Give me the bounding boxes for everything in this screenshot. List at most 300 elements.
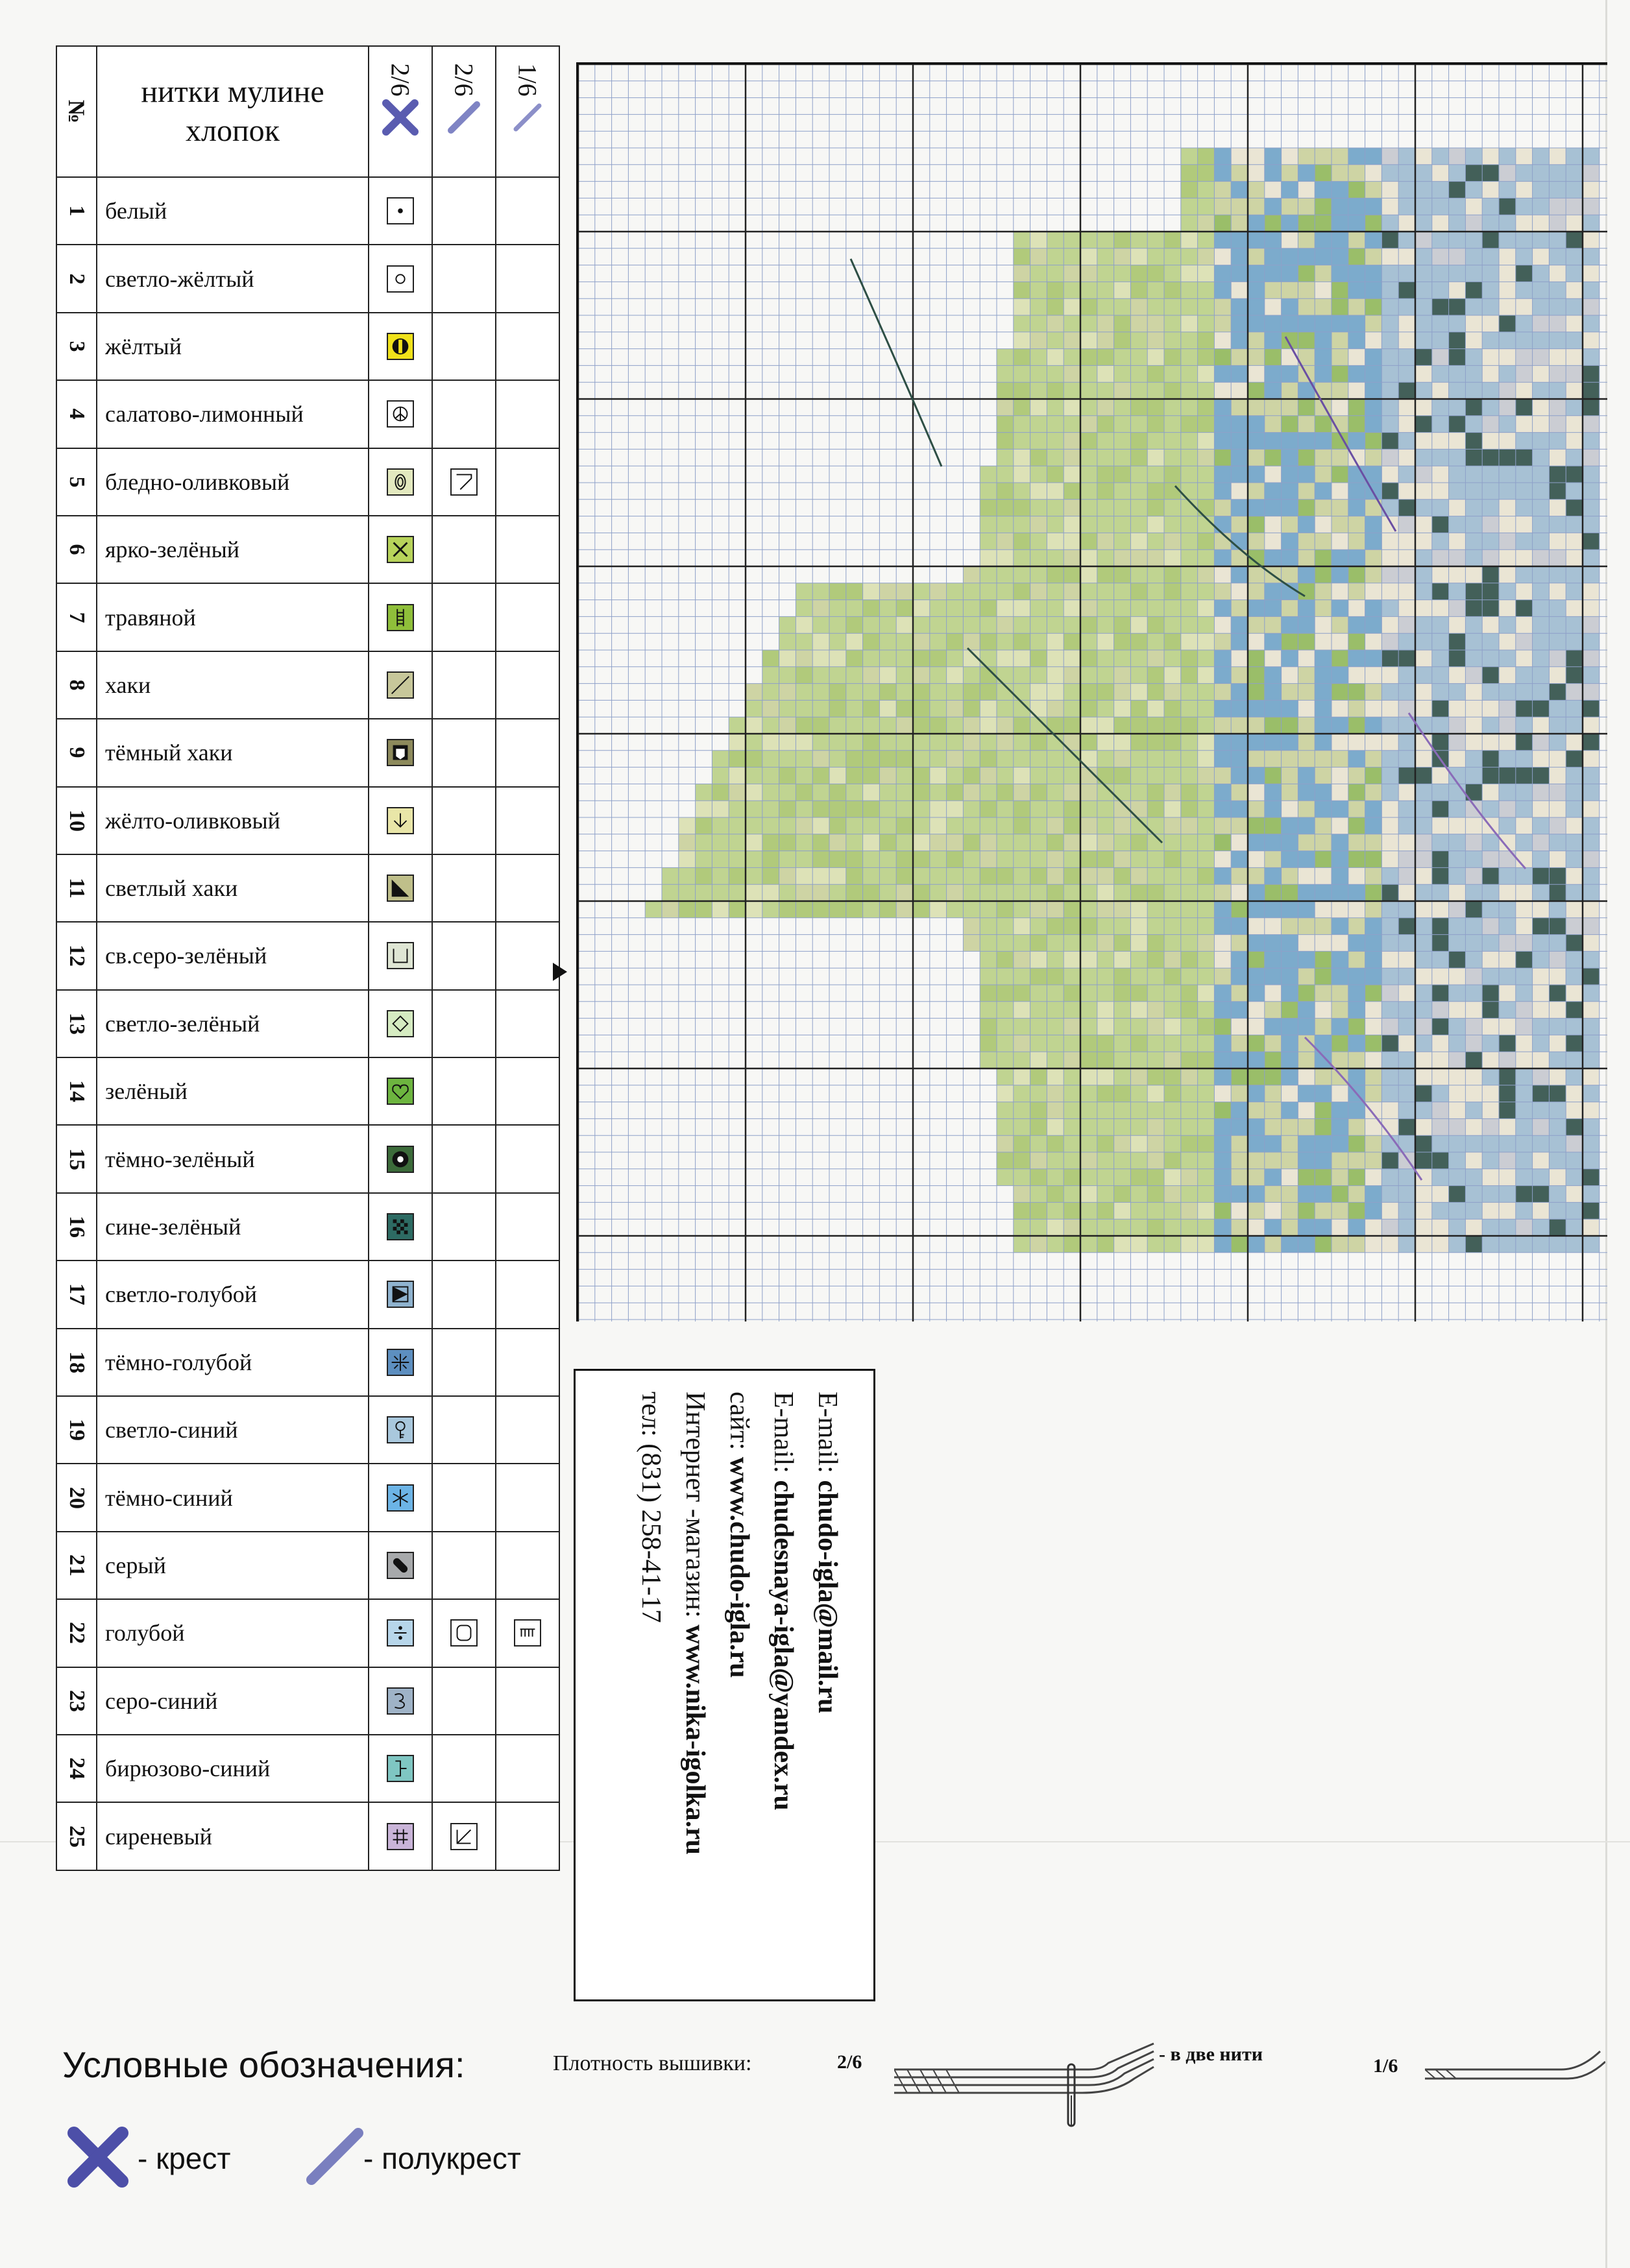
stitch-cell: [1566, 884, 1583, 901]
email-link[interactable]: chudesnaya-igla@yandex.ru: [768, 1480, 798, 1811]
stitch-cell: [1365, 248, 1382, 265]
half-symbol-1: [496, 583, 559, 651]
stitch-cell: [1282, 817, 1298, 834]
stitch-cell: [1332, 935, 1348, 952]
stitch-cell: [712, 901, 729, 918]
stitch-cell: [1265, 867, 1282, 884]
stitch-cell: [1298, 466, 1315, 483]
stitch-cell: [1449, 667, 1466, 684]
stitch-cell: [779, 616, 796, 633]
stitch-cell: [1014, 1035, 1030, 1052]
stitch-cell: [1549, 734, 1566, 751]
stitch-cell: [1047, 767, 1064, 784]
stitch-cell: [1214, 516, 1231, 533]
stitch-cell: [1047, 851, 1064, 868]
stitch-cell: [1147, 951, 1164, 968]
stitch-cell: [997, 533, 1014, 549]
stitch-cell: [1014, 549, 1030, 566]
stitch-cell: [1064, 700, 1080, 717]
stitch-cell: [1147, 1152, 1164, 1169]
site-link[interactable]: www.chudo-igla.ru: [724, 1456, 754, 1678]
stitch-cell: [997, 968, 1014, 985]
stitch-cell: [1533, 182, 1550, 199]
stitch-cell: [1097, 968, 1114, 985]
stitch-cell: [1181, 600, 1198, 617]
stitch-cell: [947, 767, 964, 784]
stitch-cell: [1282, 751, 1298, 767]
stitch-cell: [1214, 449, 1231, 466]
stitch-cell: [1130, 298, 1147, 315]
stitch-cell: [796, 751, 812, 767]
stitch-cell: [1265, 834, 1282, 851]
stitch-cell: [1415, 784, 1432, 801]
stitch-cell: [846, 600, 863, 617]
stitch-cell: [1248, 148, 1265, 165]
stitch-cell: [1415, 851, 1432, 868]
stitch-cell: [1265, 215, 1282, 232]
stitch-cell: [712, 834, 729, 851]
stitch-cell: [1198, 483, 1215, 500]
legend-row: [56, 1599, 559, 1667]
stitch-cell: [1147, 684, 1164, 701]
stitch-cell: [1047, 1085, 1064, 1102]
stitch-cell: [1147, 248, 1164, 265]
cross-symbol: [369, 583, 432, 651]
stitch-cell: [1583, 399, 1600, 416]
stitch-cell: [879, 717, 896, 734]
stitch-cell: [1482, 1052, 1499, 1068]
stitch-cell: [913, 667, 930, 684]
stitch-cell: [1130, 1118, 1147, 1135]
stitch-cell: [997, 433, 1014, 450]
stitch-cell: [1482, 784, 1499, 801]
stitch-cell: [1381, 232, 1398, 248]
stitch-cell: [930, 751, 947, 767]
stitch-cell: [1348, 516, 1365, 533]
stitch-cell: [1332, 399, 1348, 416]
stitch-cell: [1499, 684, 1516, 701]
stitch-cell: [762, 717, 779, 734]
stitch-cell: [1181, 734, 1198, 751]
stitch-cell: [1064, 600, 1080, 617]
stitch-cell: [1064, 935, 1080, 952]
stitch-cell: [1566, 700, 1583, 717]
stitch-cell: [1014, 650, 1030, 667]
stitch-cell: [1080, 466, 1097, 483]
stitch-cell: [963, 867, 980, 884]
half-symbol-1: [496, 1532, 559, 1599]
density-2-6: 2/6: [837, 2051, 862, 2073]
stitch-cell: [1047, 365, 1064, 382]
stitch-cell: [1097, 315, 1114, 332]
row-number: 2: [56, 245, 97, 312]
stitch-cell: [1231, 1035, 1248, 1052]
stitch-cell: [1499, 968, 1516, 985]
stitch-cell: [1566, 198, 1583, 215]
stitch-cell: [980, 583, 997, 600]
stitch-cell: [1365, 1135, 1382, 1152]
stitch-cell: [980, 951, 997, 968]
stitch-cell: [1415, 801, 1432, 817]
stitch-cell: [729, 801, 746, 817]
stitch-cell: [1080, 365, 1097, 382]
stitch-cell: [645, 901, 662, 918]
stitch-cell: [1030, 633, 1047, 650]
stitch-cell: [1499, 867, 1516, 884]
stitch-cell: [1282, 650, 1298, 667]
stitch-cell: [1248, 1102, 1265, 1119]
row-number: 17: [56, 1261, 97, 1328]
stitch-cell: [1398, 1169, 1415, 1186]
stitch-cell: [1348, 717, 1365, 734]
cross-symbol: [369, 1464, 432, 1531]
stitch-cell: [1147, 399, 1164, 416]
stitch-cell: [1164, 1236, 1181, 1253]
stitch-cell: [997, 466, 1014, 483]
cross-icon: [381, 98, 420, 137]
stitch-cell: [1298, 1152, 1315, 1169]
stitch-cell: [1147, 801, 1164, 817]
stitch-cell: [1482, 700, 1499, 717]
stitch-cell: [1047, 1152, 1064, 1169]
stitch-cell: [930, 700, 947, 717]
stitch-cell: [1549, 198, 1566, 215]
stitch-cell: [1415, 1002, 1432, 1019]
bar-circle-icon: [387, 333, 414, 360]
stitch-cell: [1365, 232, 1382, 248]
stitch-cell: [930, 801, 947, 817]
stitch-cell: [1214, 315, 1231, 332]
stitch-cell: [913, 884, 930, 901]
stitch-cell: [1214, 332, 1231, 349]
stitch-cell: [1130, 650, 1147, 667]
stitch-cell: [930, 767, 947, 784]
stitch-cell: [1348, 851, 1365, 868]
stitch-cell: [1198, 365, 1215, 382]
half-symbol-1: [496, 1261, 559, 1328]
stitch-cell: [1465, 382, 1482, 399]
legend-row: [56, 313, 559, 380]
stitch-cell: [1415, 650, 1432, 667]
stitch-cell: [1415, 483, 1432, 500]
stitch-cell: [1130, 734, 1147, 751]
stitch-cell: [997, 935, 1014, 952]
stitch-cell: [1332, 332, 1348, 349]
stitch-cell: [1432, 1102, 1449, 1119]
stitch-cell: [1499, 935, 1516, 952]
stitch-cell: [1298, 1002, 1315, 1019]
stitch-cell: [1030, 867, 1047, 884]
stitch-cell: [1231, 382, 1248, 399]
stitch-cell: [930, 650, 947, 667]
stitch-cell: [1114, 834, 1131, 851]
stitch-cell: [1248, 583, 1265, 600]
stitch-cell: [1231, 985, 1248, 1002]
stitch-cell: [1181, 1118, 1198, 1135]
stitch-cell: [1047, 1002, 1064, 1019]
stitch-cell: [1332, 633, 1348, 650]
stitch-cell: [1064, 951, 1080, 968]
stitch-cell: [1381, 1169, 1398, 1186]
stitch-cell: [1214, 1236, 1231, 1253]
stitch-cell: [1533, 382, 1550, 399]
stitch-cell: [980, 633, 997, 650]
stitch-cell: [1130, 232, 1147, 248]
stitch-cell: [1566, 1052, 1583, 1068]
stitch-cell: [1248, 1002, 1265, 1019]
stitch-cell: [1097, 1152, 1114, 1169]
stitch-cell: [762, 751, 779, 767]
stitch-cell: [1516, 751, 1533, 767]
stitch-cell: [1449, 650, 1466, 667]
stitch-cell: [1482, 416, 1499, 433]
stitch-cell: [1415, 751, 1432, 767]
stitch-cell: [1298, 583, 1315, 600]
legend-row: [56, 245, 559, 312]
stitch-cell: [1198, 1135, 1215, 1152]
stitch-cell: [1381, 399, 1398, 416]
stitch-cell: [1130, 1186, 1147, 1203]
stitch-cell: [1332, 483, 1348, 500]
stitch-cell: [1181, 466, 1198, 483]
stitch-cell: [1415, 248, 1432, 265]
legend-row: [56, 787, 559, 854]
stitch-cell: [1298, 198, 1315, 215]
stitch-cell: [1348, 566, 1365, 583]
shop-link[interactable]: www.nika-igolka.ru: [680, 1624, 710, 1855]
stitch-cell: [1398, 265, 1415, 282]
stitch-cell: [812, 901, 829, 918]
stitch-cell: [1583, 935, 1600, 952]
stitch-cell: [1566, 600, 1583, 617]
stitch-cell: [1516, 282, 1533, 298]
stitch-cell: [1381, 700, 1398, 717]
stitch-cell: [1332, 700, 1348, 717]
stitch-cell: [1214, 148, 1231, 165]
stitch-cell: [1449, 784, 1466, 801]
stitch-cell: [1181, 968, 1198, 985]
stitch-cell: [1181, 901, 1198, 918]
stitch-cell: [1282, 600, 1298, 617]
stitch-cell: [1080, 717, 1097, 734]
stitch-cell: [1282, 1002, 1298, 1019]
stitch-cell: [1198, 382, 1215, 399]
stitch-cell: [1533, 1219, 1550, 1236]
stitch-cell: [1114, 500, 1131, 516]
stitch-cell: [1365, 466, 1382, 483]
stitch-cell: [1315, 533, 1332, 549]
stitch-cell: [1533, 449, 1550, 466]
stitch-cell: [1432, 918, 1449, 935]
stitch-cell: [1415, 500, 1432, 516]
header-cross-2-6: 2/6: [369, 46, 432, 177]
stitch-cell: [1381, 198, 1398, 215]
stitch-cell: [1147, 349, 1164, 366]
stitch-cell: [1432, 717, 1449, 734]
stitch-cell: [1231, 968, 1248, 985]
stitch-cell: [1181, 918, 1198, 935]
stitch-cell: [1181, 148, 1198, 165]
stitch-cell: [846, 817, 863, 834]
stitch-cell: [997, 817, 1014, 834]
stitch-cell: [1014, 483, 1030, 500]
stitch-cell: [729, 784, 746, 801]
stitch-cell: [1566, 500, 1583, 516]
stitch-cell: [1164, 315, 1181, 332]
stitch-cell: [1130, 332, 1147, 349]
stitch-cell: [1114, 466, 1131, 483]
stitch-cell: [779, 684, 796, 701]
stitch-cell: [1465, 1202, 1482, 1219]
stitch-cell: [1432, 1068, 1449, 1085]
stitch-cell: [1465, 399, 1482, 416]
stitch-cell: [1248, 566, 1265, 583]
stitch-cell: [1516, 884, 1533, 901]
stitch-cell: [1499, 483, 1516, 500]
stitch-cell: [1415, 433, 1432, 450]
stitch-cell: [1348, 633, 1365, 650]
stitch-cell: [997, 365, 1014, 382]
stitch-cell: [1583, 248, 1600, 265]
stitch-cell: [1465, 1052, 1482, 1068]
half-symbol-1: [496, 1802, 559, 1870]
stitch-cell: [1398, 566, 1415, 583]
stitch-cell: [1298, 265, 1315, 282]
stitch-cell: [1348, 884, 1365, 901]
stitch-cell: [1114, 700, 1131, 717]
stitch-cell: [1332, 1236, 1348, 1253]
stitch-cell: [1432, 884, 1449, 901]
stitch-cell: [997, 566, 1014, 583]
stitch-cell: [1097, 684, 1114, 701]
stitch-cell: [1482, 500, 1499, 516]
stitch-cell: [1030, 549, 1047, 566]
stitch-cell: [1198, 315, 1215, 332]
stitch-cell: [1231, 198, 1248, 215]
stitch-cell: [1030, 349, 1047, 366]
stitch-cell: [1516, 951, 1533, 968]
stitch-cell: [1248, 734, 1265, 751]
stitch-cell: [1398, 583, 1415, 600]
stitch-cell: [1114, 1202, 1131, 1219]
stitch-cell: [1549, 1085, 1566, 1102]
stitch-cell: [1533, 985, 1550, 1002]
stitch-cell: [1398, 382, 1415, 399]
stitch-cell: [1164, 600, 1181, 617]
stitch-cell: [1198, 215, 1215, 232]
stitch-cell: [1080, 1019, 1097, 1035]
stitch-cell: [1348, 1068, 1365, 1085]
stitch-cell: [1398, 1202, 1415, 1219]
stitch-cell: [1499, 918, 1516, 935]
stitch-cell: [1381, 148, 1398, 165]
stitch-cell: [1248, 667, 1265, 684]
stitch-cell: [729, 834, 746, 851]
stitch-cell: [1348, 483, 1365, 500]
stitch-cell: [1282, 1102, 1298, 1119]
contact-site: сайт: www.chudo-igla.ru: [724, 1392, 754, 1678]
stitch-cell: [1533, 148, 1550, 165]
stitch-cell: [1014, 466, 1030, 483]
stitch-cell: [1147, 734, 1164, 751]
stitch-cell: [1030, 834, 1047, 851]
stitch-cell: [1499, 751, 1516, 767]
stitch-cell: [1566, 549, 1583, 566]
stitch-cell: [796, 901, 812, 918]
heart-icon: [387, 1078, 414, 1105]
stitch-cell: [1282, 1068, 1298, 1085]
stitch-cell: [1147, 867, 1164, 884]
stitch-cell: [1130, 600, 1147, 617]
stitch-cell: [1499, 265, 1516, 282]
stitch-cell: [1064, 298, 1080, 315]
stitch-cell: [1198, 600, 1215, 617]
stitch-cell: [1365, 884, 1382, 901]
stitch-cell: [1348, 1152, 1365, 1169]
stitch-cell: [1465, 851, 1482, 868]
stitch-cell: [1566, 734, 1583, 751]
stitch-cell: [1181, 817, 1198, 834]
stitch-cell: [1465, 1135, 1482, 1152]
stitch-cell: [1147, 1219, 1164, 1236]
stitch-cell: [1348, 1035, 1365, 1052]
stitch-cell: [1583, 1002, 1600, 1019]
stitch-cell: [997, 801, 1014, 817]
stitch-cell: [1214, 198, 1231, 215]
stitch-cell: [1315, 918, 1332, 935]
email-link[interactable]: chudo-igla@mail.ru: [812, 1480, 842, 1714]
stitch-cell: [997, 382, 1014, 399]
stitch-cell: [1298, 1052, 1315, 1068]
stitch-cell: [1432, 449, 1449, 466]
stitch-cell: [1047, 600, 1064, 617]
stitch-cell: [1097, 382, 1114, 399]
stitch-cell: [1432, 867, 1449, 884]
stitch-cell: [1381, 449, 1398, 466]
stitch-cell: [829, 851, 846, 868]
stitch-cell: [863, 734, 880, 751]
stitch-cell: [1080, 968, 1097, 985]
stitch-cell: [1064, 349, 1080, 366]
stitch-cell: [1533, 433, 1550, 450]
stitch-cell: [1231, 600, 1248, 617]
stitch-cell: [1147, 851, 1164, 868]
stitch-cell: [1248, 198, 1265, 215]
stitch-cell: [1298, 901, 1315, 918]
key-icon: [387, 1416, 414, 1443]
stitch-cell: [1130, 1035, 1147, 1052]
stitch-cell: [1265, 1052, 1282, 1068]
stitch-cell: [1214, 767, 1231, 784]
stitch-cell: [1516, 1052, 1533, 1068]
stitch-cell: [980, 801, 997, 817]
stitch-cell: [1080, 416, 1097, 433]
stitch-cell: [1231, 1135, 1248, 1152]
stitch-cell: [1516, 298, 1533, 315]
stitch-cell: [863, 851, 880, 868]
two-threads-label: - в две нити: [1159, 2044, 1263, 2065]
stitch-cell: [1499, 1135, 1516, 1152]
stitch-cell: [1583, 215, 1600, 232]
stitch-cell: [712, 884, 729, 901]
stitch-cell: [1181, 583, 1198, 600]
stitch-cell: [1265, 1002, 1282, 1019]
stitch-cell: [712, 851, 729, 868]
stitch-cell: [1147, 483, 1164, 500]
stitch-cell: [1398, 282, 1415, 298]
stitch-cell: [1231, 1019, 1248, 1035]
stitch-cell: [1097, 533, 1114, 549]
